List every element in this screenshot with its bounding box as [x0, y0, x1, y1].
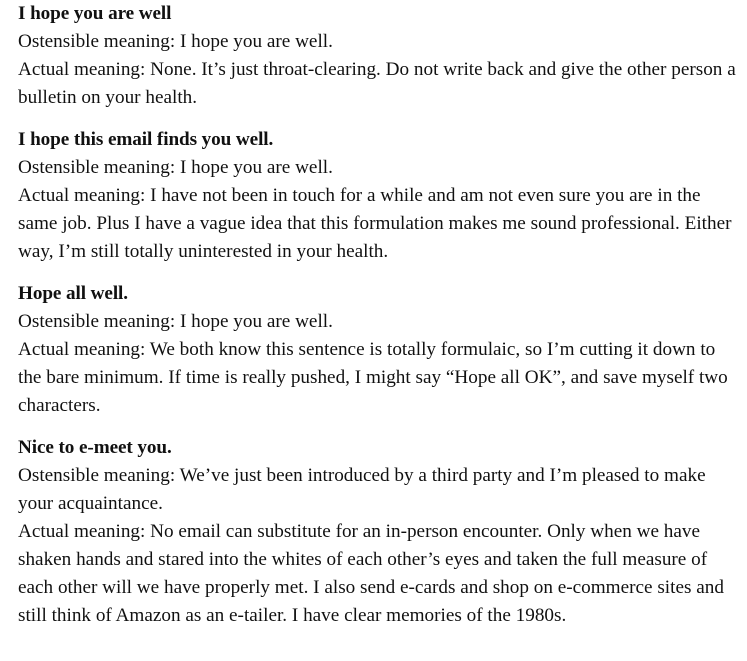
ostensible-meaning: Ostensible meaning: I hope you are well. [18, 311, 333, 332]
entry-hope-email-finds-you-well [18, 126, 740, 266]
actual-meaning: Actual meaning: None. It’s just throat-clearing. Do not write back and give the other person a bulletin on your health. [18, 59, 736, 108]
actual-meaning: Actual meaning: No email can substitute for an in-person encounter. Only when we have shaken hands and stared into the whites of each other’s eyes and taken the full measure of each other will we have properly met. I also send e-cards and shop on e-commerce sites and still think of Amazon as an e-tailer. I have clear memories of the 1980s. [18, 521, 724, 626]
entry-title: Nice to e-meet you. [18, 437, 172, 458]
entry-title: I hope this email finds you well. [18, 129, 274, 150]
actual-meaning: Actual meaning: I have not been in touch for a while and am not even sure you are in the same job. Plus I have a vague idea that this formulation makes me sound professional. Either way, I’m still totally uninterested in your health. [18, 185, 732, 262]
article-body [18, 0, 740, 630]
ostensible-meaning: Ostensible meaning: We’ve just been introduced by a third party and I’m pleased to make your acquaintance. [18, 465, 706, 514]
entry-nice-to-e-meet-you [18, 434, 740, 630]
actual-meaning: Actual meaning: We both know this sentence is totally formulaic, so I’m cutting it down to the bare minimum. If time is really pushed, I might say “Hope all OK”, and save myself two characters. [18, 339, 728, 416]
ostensible-meaning: Ostensible meaning: I hope you are well. [18, 31, 333, 52]
ostensible-meaning: Ostensible meaning: I hope you are well. [18, 157, 333, 178]
entry-hope-all-well [18, 280, 740, 420]
entry-title: Hope all well. [18, 283, 128, 304]
entry-title: I hope you are well [18, 3, 172, 24]
entry-hope-you-are-well [18, 0, 740, 112]
